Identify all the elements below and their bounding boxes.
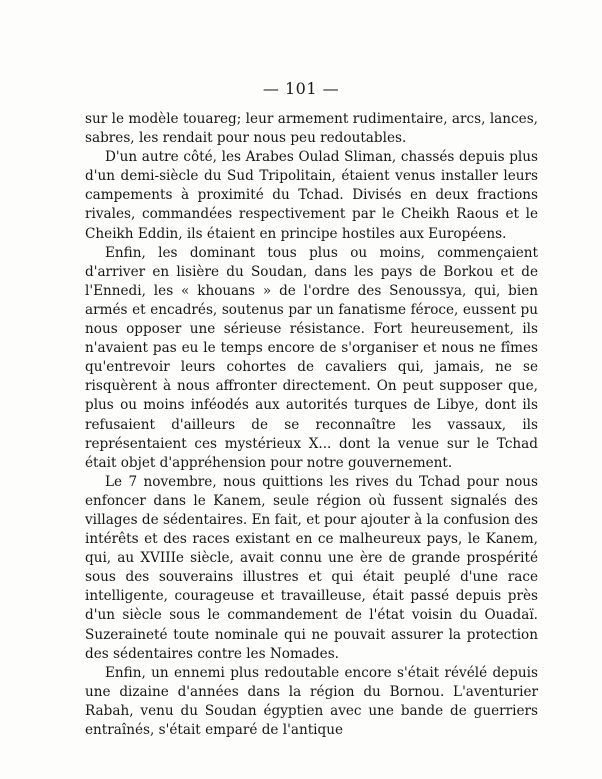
page-number: — 101 — bbox=[262, 79, 340, 98]
paragraph-5: Enfin, un ennemi plus redoutable encore s'était révélé depuis une dizaine d'années dans la région du Bornou. L'aventurier Rabah, venu du Soudan égyptien avec une bande de guerriers entraînés, s'était emparé de l'antique bbox=[85, 664, 538, 738]
paragraph-4: Le 7 novembre, nous quittions les rives du Tchad pour nous enfoncer dans le Kanem, seule région où fussent signalés des villages de sédentaires. En fait, et pour ajouter à la confusion des intérêts et des races existant en ce malheureux pays, le Kanem, qui, au XVIIIe siècle, avait connu une ère de grande prospérité sous des souverains illustres et qui était peuplé d'une race intelligente, courageuse et travailleuse, était passé depuis près d'un siècle sous le commandement de l'état voisin du Ouadaï. Suzeraineté toute nominale qui ne pouvait assurer la protection des sédentaires contre les Nomades. bbox=[85, 473, 538, 662]
paragraph-3: Enfin, les dominant tous plus ou moins, commençaient d'arriver en lisière du Soudan, dans les pays de Borkou et de l'Ennedi, les « khouans » de l'ordre des Senoussya, qui, bien armés et encadrés, soutenus par un fanatisme féroce, eussent pu nous opposer une sérieuse résistance. Fort heureusement, ils n'avaient pas eu le temps encore de s'organiser et nous ne fîmes qu'entrevoir leurs cohortes de cavaliers qui, jamais, ne se risquèrent à nous affronter directement. On peut supposer que, plus ou moins inféodés aux autorités turques de Libye, dont ils refusaient d'ailleurs de se reconnaître les vassaux, ils représentaient ces mystérieux X... dont la venue sur le Tchad était objet d'appréhension pour notre gouvernement. bbox=[85, 244, 538, 471]
body-text bbox=[85, 110, 538, 740]
paragraph-2: D'un autre côté, les Arabes Oulad Sliman, chassés depuis plus d'un demi-siècle du Sud Tripolitain, étaient venus installer leurs campements à proximité du Tchad. Divisés en deux fractions rivales, commandées respectivement par le Cheikh Raous et le Cheikh Eddin, ils étaient en principe hostiles aux Européens. bbox=[85, 149, 538, 242]
paragraph-1: sur le modèle touareg; leur armement rudimentaire, arcs, lances, sabres, les rendait pour nous peu redoutables. bbox=[85, 111, 538, 147]
